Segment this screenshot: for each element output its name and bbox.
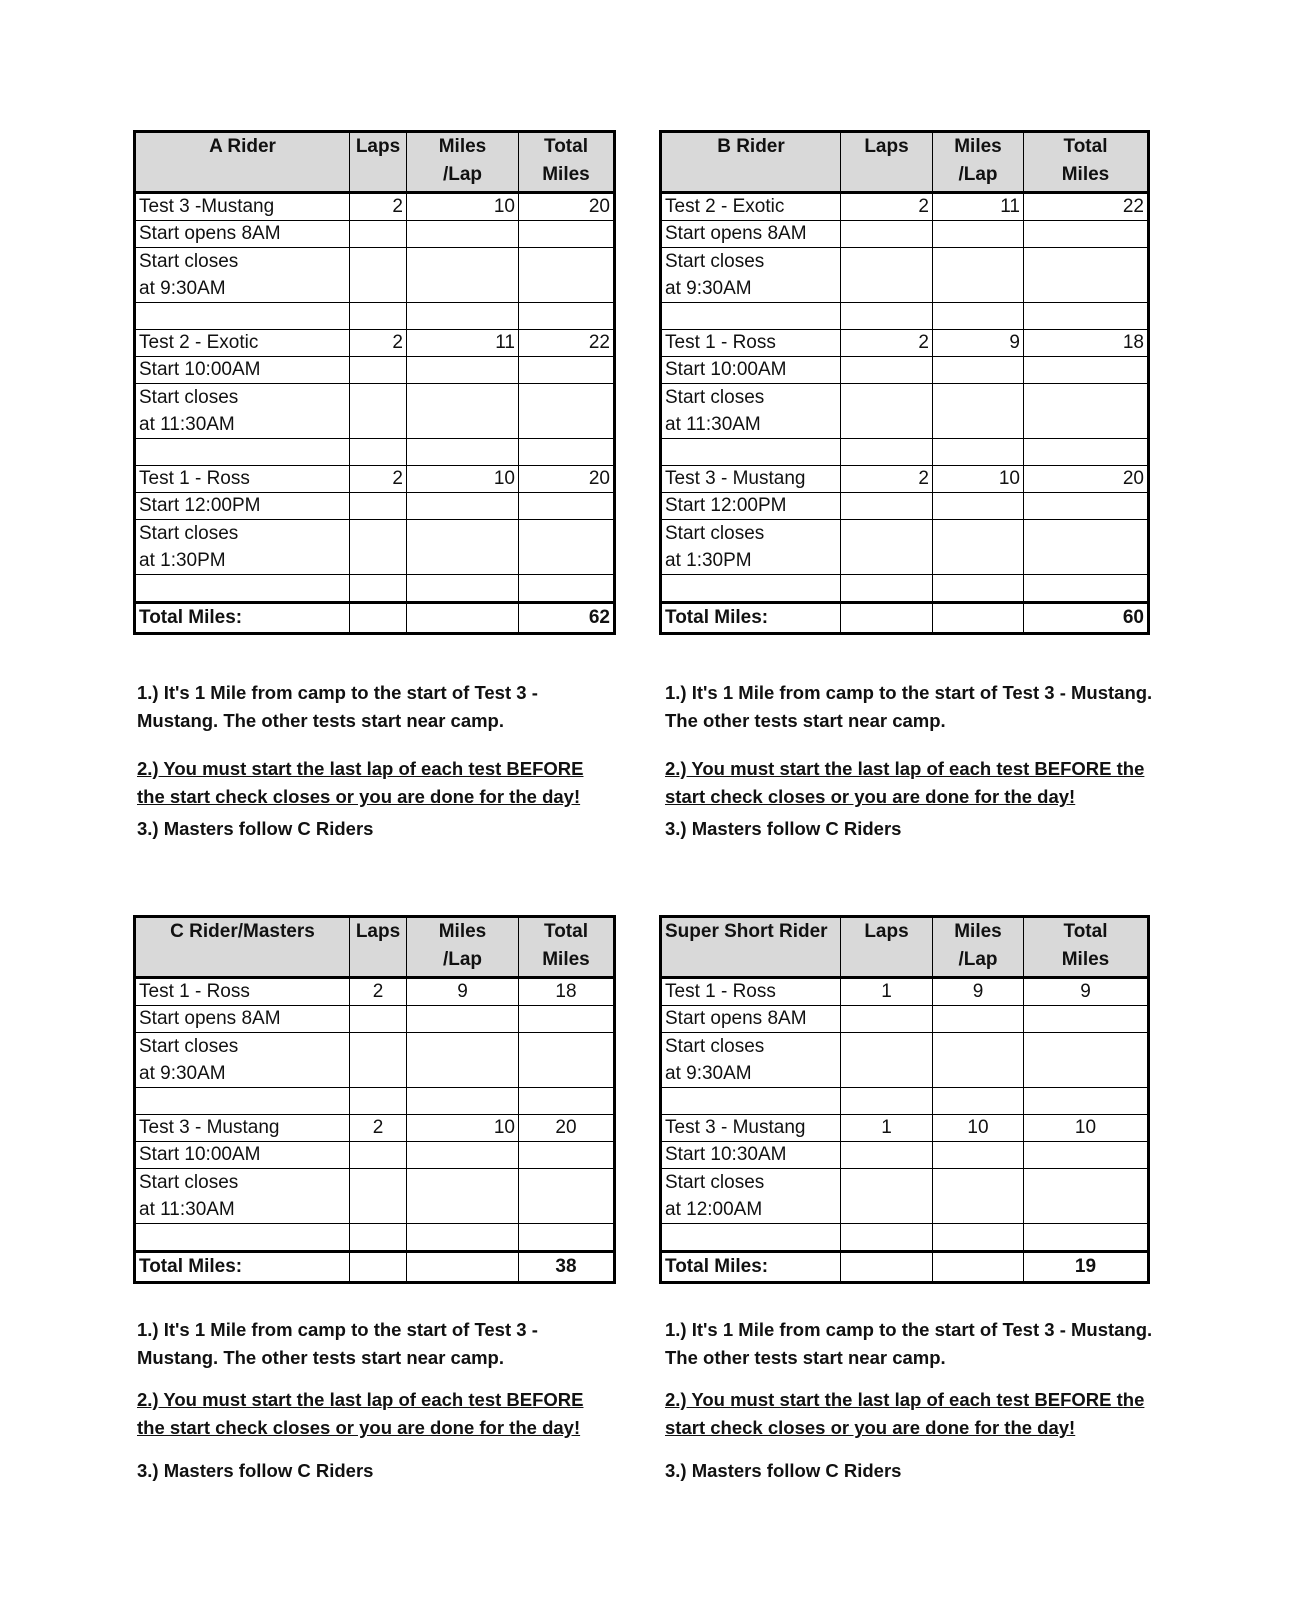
- table-row: [661, 493, 1149, 520]
- table-row: [135, 330, 615, 357]
- schedule-table: [659, 130, 1150, 635]
- start-time: Start opens 8AM: [135, 221, 350, 248]
- test-name: Test 1 - Ross: [135, 466, 350, 493]
- table-row: [661, 1115, 1149, 1142]
- total-miles-label: Total Miles:: [661, 603, 841, 634]
- test-name: Test 3 -Mustang: [135, 193, 350, 221]
- note-2: 2.) You must start the last lap of each test BEFORE the start check closes or you are done for the day!: [665, 758, 1145, 807]
- table-row: [661, 221, 1149, 248]
- rider-class-header: B Rider: [661, 132, 841, 193]
- total-miles-value: 20: [1024, 466, 1149, 493]
- b-rider-notes: [665, 679, 1160, 843]
- total-miles-label: Total Miles:: [135, 603, 350, 634]
- rider-class-header: A Rider: [135, 132, 350, 193]
- close-time: Start closes at 11:30AM: [661, 384, 841, 439]
- total-miles-value: 18: [519, 978, 615, 1006]
- total-miles-header: Total Miles: [1024, 132, 1149, 193]
- table-row: [135, 466, 615, 493]
- table-row: [661, 330, 1149, 357]
- miles-per-lap-value: 10: [933, 1115, 1024, 1142]
- miles-per-lap-value: 11: [407, 330, 519, 357]
- miles-per-lap-value: 9: [407, 978, 519, 1006]
- table-row: [661, 978, 1149, 1006]
- table-row: [661, 1142, 1149, 1169]
- close-time: Start closes at 11:30AM: [135, 384, 350, 439]
- laps-value: 2: [350, 978, 407, 1006]
- table-row: [135, 248, 615, 303]
- table-row: [135, 1006, 615, 1033]
- miles-per-lap-value: 10: [933, 466, 1024, 493]
- laps-value: 2: [841, 193, 933, 221]
- table-row: [661, 384, 1149, 439]
- total-miles-sum: 60: [1024, 603, 1149, 634]
- table-row: [661, 193, 1149, 221]
- laps-value: 1: [841, 978, 933, 1006]
- table-row: [135, 520, 615, 575]
- total-miles-label: Total Miles:: [135, 1252, 350, 1283]
- laps-value: 2: [841, 466, 933, 493]
- miles-per-lap-value: 9: [933, 330, 1024, 357]
- table-row: [661, 357, 1149, 384]
- start-time: Start 10:30AM: [661, 1142, 841, 1169]
- a-rider-notes: [137, 679, 587, 843]
- laps-value: 2: [841, 330, 933, 357]
- table-row: [135, 193, 615, 221]
- close-time: Start closes at 1:30PM: [135, 520, 350, 575]
- total-miles-value: 20: [519, 193, 615, 221]
- laps-header: Laps: [350, 917, 407, 978]
- schedule-table: [659, 915, 1150, 1284]
- table-row: [135, 1033, 615, 1088]
- test-name: Test 2 - Exotic: [135, 330, 350, 357]
- c-rider-schedule: [133, 915, 616, 1284]
- close-time: Start closes at 9:30AM: [661, 1033, 841, 1088]
- total-miles-header: Total Miles: [519, 132, 615, 193]
- total-miles-value: 20: [519, 1115, 615, 1142]
- total-miles-value: 18: [1024, 330, 1149, 357]
- laps-value: 2: [350, 466, 407, 493]
- note-2: 2.) You must start the last lap of each test BEFORE the start check closes or you are done for the day!: [665, 1389, 1145, 1438]
- total-miles-value: 22: [519, 330, 615, 357]
- start-time: Start 10:00AM: [135, 1142, 350, 1169]
- total-miles-value: 9: [1024, 978, 1149, 1006]
- close-time: Start closes at 9:30AM: [661, 248, 841, 303]
- laps-value: 2: [350, 330, 407, 357]
- total-row: [661, 1252, 1149, 1283]
- schedule-table: [133, 130, 616, 635]
- start-time: Start opens 8AM: [661, 1006, 841, 1033]
- laps-header: Laps: [841, 132, 933, 193]
- laps-value: 2: [350, 193, 407, 221]
- note-1: 1.) It's 1 Mile from camp to the start of Test 3 - Mustang. The other tests start near camp.: [665, 682, 1153, 731]
- miles-per-lap-header: Miles /Lap: [933, 917, 1024, 978]
- miles-per-lap-value: 10: [407, 1115, 519, 1142]
- start-time: Start opens 8AM: [135, 1006, 350, 1033]
- close-time: Start closes at 1:30PM: [661, 520, 841, 575]
- table-row: [661, 520, 1149, 575]
- table-row: [661, 466, 1149, 493]
- table-row: [135, 978, 615, 1006]
- miles-per-lap-header: Miles /Lap: [933, 132, 1024, 193]
- test-name: Test 1 - Ross: [135, 978, 350, 1006]
- laps-header: Laps: [350, 132, 407, 193]
- note-3: 3.) Masters follow C Riders: [665, 1460, 902, 1481]
- total-miles-value: 22: [1024, 193, 1149, 221]
- miles-per-lap-header: Miles /Lap: [407, 132, 519, 193]
- table-row: [135, 221, 615, 248]
- super-short-rider-notes: [665, 1316, 1160, 1485]
- test-name: Test 2 - Exotic: [661, 193, 841, 221]
- total-miles-header: Total Miles: [1024, 917, 1149, 978]
- total-miles-sum: 62: [519, 603, 615, 634]
- note-3: 3.) Masters follow C Riders: [137, 1460, 374, 1481]
- test-name: Test 1 - Ross: [661, 330, 841, 357]
- c-rider-notes: [137, 1316, 587, 1485]
- close-time: Start closes at 9:30AM: [135, 1033, 350, 1088]
- miles-per-lap-header: Miles /Lap: [407, 917, 519, 978]
- note-2: 2.) You must start the last lap of each test BEFORE the start check closes or you are done for the day!: [137, 1389, 584, 1438]
- laps-value: 1: [841, 1115, 933, 1142]
- laps-value: 2: [350, 1115, 407, 1142]
- close-time: Start closes at 11:30AM: [135, 1169, 350, 1224]
- close-time: Start closes at 12:00AM: [661, 1169, 841, 1224]
- table-row: [135, 384, 615, 439]
- test-name: Test 3 - Mustang: [135, 1115, 350, 1142]
- table-row: [661, 1033, 1149, 1088]
- total-miles-header: Total Miles: [519, 917, 615, 978]
- rider-class-header: Super Short Rider: [661, 917, 841, 978]
- rider-class-header: C Rider/Masters: [135, 917, 350, 978]
- table-row: [135, 1169, 615, 1224]
- table-row: [661, 1006, 1149, 1033]
- start-time: Start 12:00PM: [661, 493, 841, 520]
- miles-per-lap-value: 9: [933, 978, 1024, 1006]
- table-row: [661, 248, 1149, 303]
- miles-per-lap-value: 11: [933, 193, 1024, 221]
- table-row: [661, 1169, 1149, 1224]
- note-1: 1.) It's 1 Mile from camp to the start of Test 3 - Mustang. The other tests start near camp.: [665, 1319, 1153, 1368]
- note-1: 1.) It's 1 Mile from camp to the start of Test 3 - Mustang. The other tests start near camp.: [137, 682, 538, 731]
- start-time: Start 10:00AM: [135, 357, 350, 384]
- laps-header: Laps: [841, 917, 933, 978]
- table-row: [135, 1115, 615, 1142]
- b-rider-schedule: [659, 130, 1150, 635]
- super-short-rider-schedule: [659, 915, 1150, 1284]
- start-time: Start 12:00PM: [135, 493, 350, 520]
- note-1: 1.) It's 1 Mile from camp to the start of Test 3 - Mustang. The other tests start near camp.: [137, 1319, 538, 1368]
- a-rider-schedule: [133, 130, 616, 635]
- total-miles-value: 10: [1024, 1115, 1149, 1142]
- start-time: Start opens 8AM: [661, 221, 841, 248]
- total-miles-value: 20: [519, 466, 615, 493]
- miles-per-lap-value: 10: [407, 193, 519, 221]
- table-row: [135, 1142, 615, 1169]
- miles-per-lap-value: 10: [407, 466, 519, 493]
- test-name: Test 3 - Mustang: [661, 466, 841, 493]
- total-row: [135, 1252, 615, 1283]
- test-name: Test 1 - Ross: [661, 978, 841, 1006]
- total-miles-label: Total Miles:: [661, 1252, 841, 1283]
- test-name: Test 3 - Mustang: [661, 1115, 841, 1142]
- close-time: Start closes at 9:30AM: [135, 248, 350, 303]
- note-2: 2.) You must start the last lap of each test BEFORE the start check closes or you are done for the day!: [137, 758, 584, 807]
- total-row: [135, 603, 615, 634]
- schedule-table: [133, 915, 616, 1284]
- total-miles-sum: 38: [519, 1252, 615, 1283]
- note-3: 3.) Masters follow C Riders: [137, 818, 374, 839]
- total-miles-sum: 19: [1024, 1252, 1149, 1283]
- start-time: Start 10:00AM: [661, 357, 841, 384]
- table-row: [135, 493, 615, 520]
- note-3: 3.) Masters follow C Riders: [665, 818, 902, 839]
- table-row: [135, 357, 615, 384]
- total-row: [661, 603, 1149, 634]
